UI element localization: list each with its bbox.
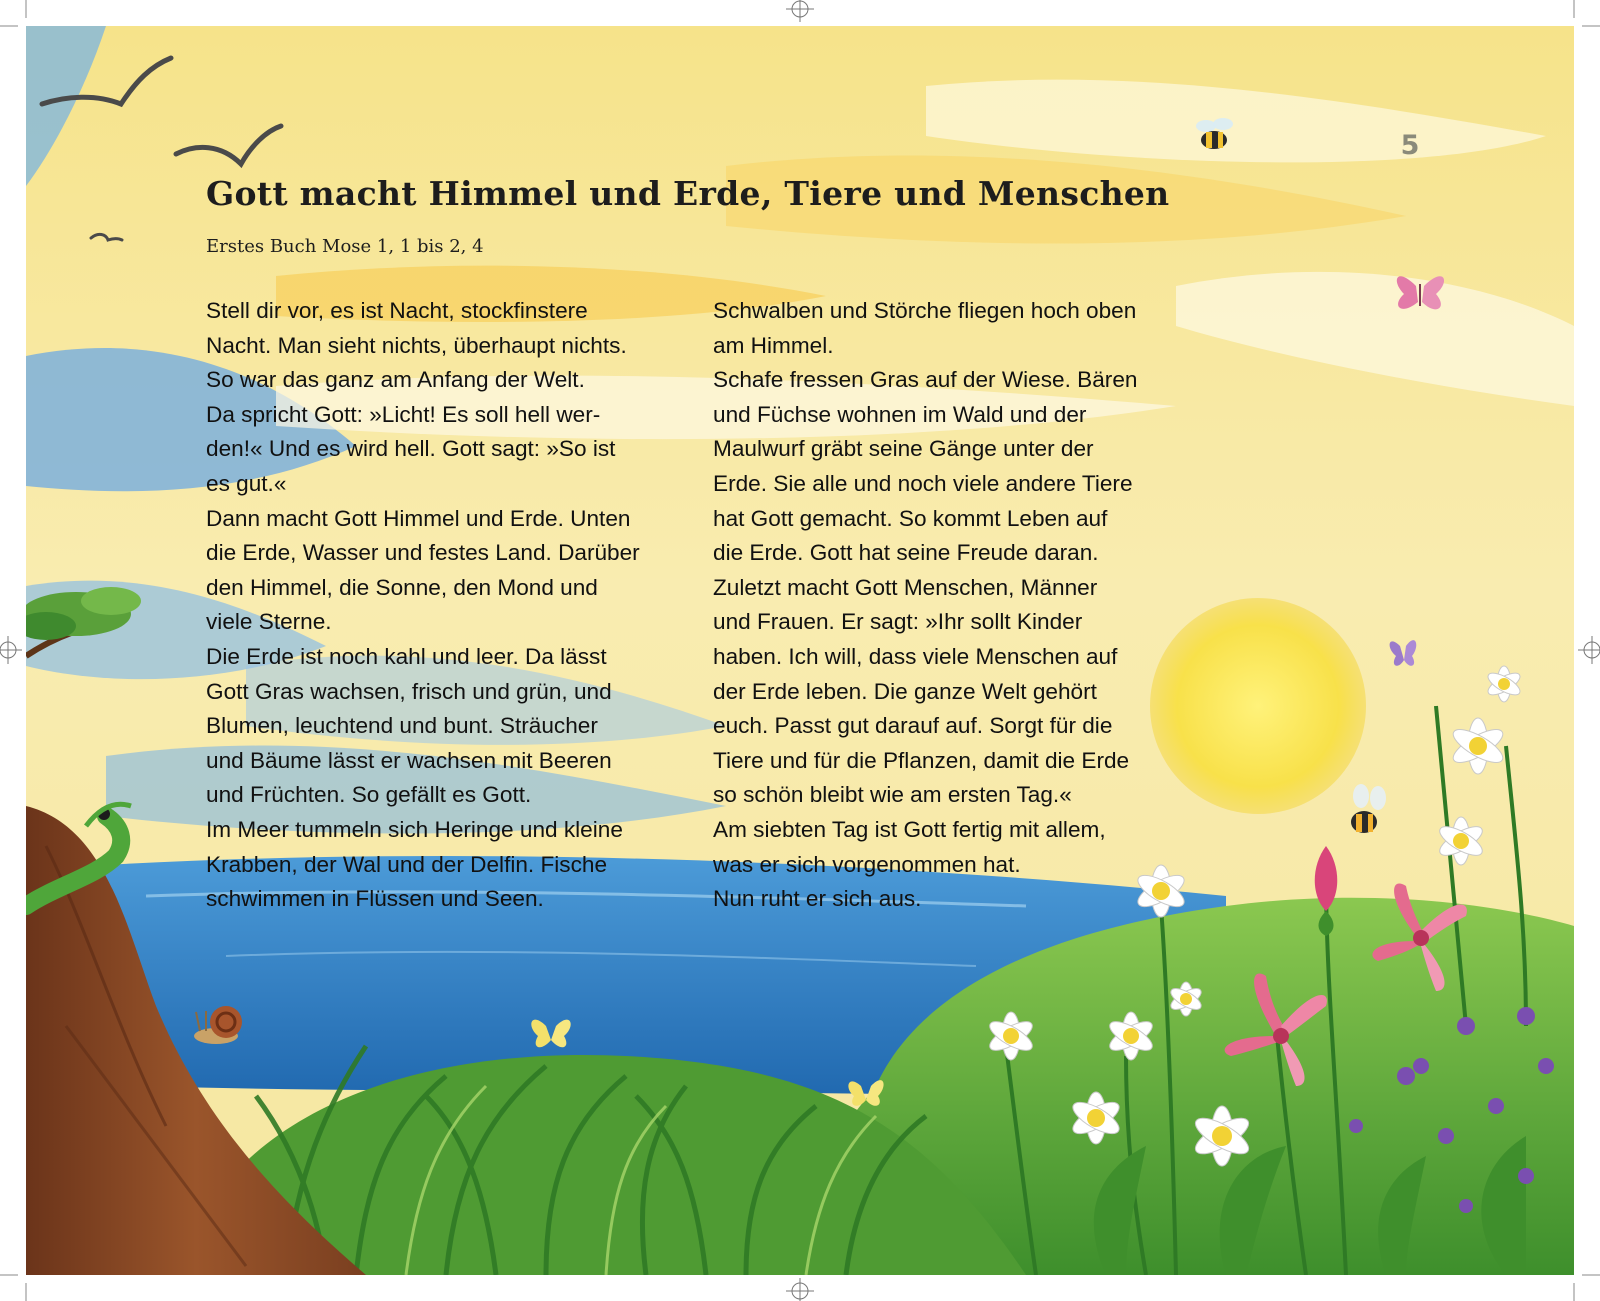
text-line: hat Gott gemacht. So kommt Leben auf <box>713 505 1108 531</box>
story-text-right-column <box>713 294 1183 917</box>
text-line: was er sich vorgenommen hat. <box>713 851 1021 877</box>
text-line: Nun ruht er sich aus. <box>713 886 922 912</box>
text-line: Nacht. Man sieht nichts, überhaupt nichts. <box>206 332 627 358</box>
text-line: schwimmen in Flüssen und Seen. <box>206 886 544 912</box>
story-title: Gott macht Himmel und Erde, Tiere und Menschen <box>206 174 1170 213</box>
text-line: euch. Passt gut darauf auf. Sorgt für die <box>713 713 1113 739</box>
text-line: die Erde. Gott hat seine Freude daran. <box>713 540 1099 566</box>
bible-reference: Erstes Buch Mose 1, 1 bis 2, 4 <box>206 236 484 257</box>
text-line: Maulwurf gräbt seine Gänge unter der <box>713 436 1094 462</box>
text-line: Gott Gras wachsen, frisch und grün, und <box>206 678 612 704</box>
text-line: es gut.« <box>206 470 287 496</box>
text-line: die Erde, Wasser und festes Land. Darüber <box>206 540 640 566</box>
text-line: Im Meer tummeln sich Heringe und kleine <box>206 816 623 842</box>
text-line: Am siebten Tag ist Gott fertig mit allem, <box>713 816 1106 842</box>
text-line: und Früchten. So gefällt es Gott. <box>206 782 532 808</box>
text-line: so schön bleibt wie am ersten Tag.« <box>713 782 1072 808</box>
text-line: So war das ganz am Anfang der Welt. <box>206 367 585 393</box>
text-line: und Bäume lässt er wachsen mit Beeren <box>206 747 612 773</box>
text-line: Die Erde ist noch kahl und leer. Da lässt <box>206 643 607 669</box>
text-line: Krabben, der Wal und der Delfin. Fische <box>206 851 608 877</box>
page-number: 5 <box>1400 130 1420 161</box>
text-line: Da spricht Gott: »Licht! Es soll hell wer- <box>206 401 601 427</box>
text-line: Schafe fressen Gras auf der Wiese. Bären <box>713 367 1138 393</box>
book-page <box>26 26 1574 1275</box>
text-line: Tiere und für die Pflanzen, damit die Erde <box>713 747 1130 773</box>
text-line: am Himmel. <box>713 332 834 358</box>
text-line: den!« Und es wird hell. Gott sagt: »So ist <box>206 436 616 462</box>
text-line: und Füchse wohnen im Wald und der <box>713 401 1087 427</box>
story-text-left-column <box>206 294 676 917</box>
text-line: Erde. Sie alle und noch viele andere Tiere <box>713 470 1133 496</box>
text-line: Zuletzt macht Gott Menschen, Männer <box>713 574 1098 600</box>
text-line: haben. Ich will, dass viele Menschen auf <box>713 643 1118 669</box>
text-line: Schwalben und Störche fliegen hoch oben <box>713 298 1137 323</box>
text-line: viele Sterne. <box>206 609 332 635</box>
text-line: und Frauen. Er sagt: »Ihr sollt Kinder <box>713 609 1083 635</box>
text-line: der Erde leben. Die ganze Welt gehört <box>713 678 1097 704</box>
text-line: den Himmel, die Sonne, den Mond und <box>206 574 598 600</box>
text-line: Blumen, leuchtend und bunt. Sträucher <box>206 713 598 739</box>
text-line: Stell dir vor, es ist Nacht, stockfinstere <box>206 298 588 323</box>
text-line: Dann macht Gott Himmel und Erde. Unten <box>206 505 631 531</box>
